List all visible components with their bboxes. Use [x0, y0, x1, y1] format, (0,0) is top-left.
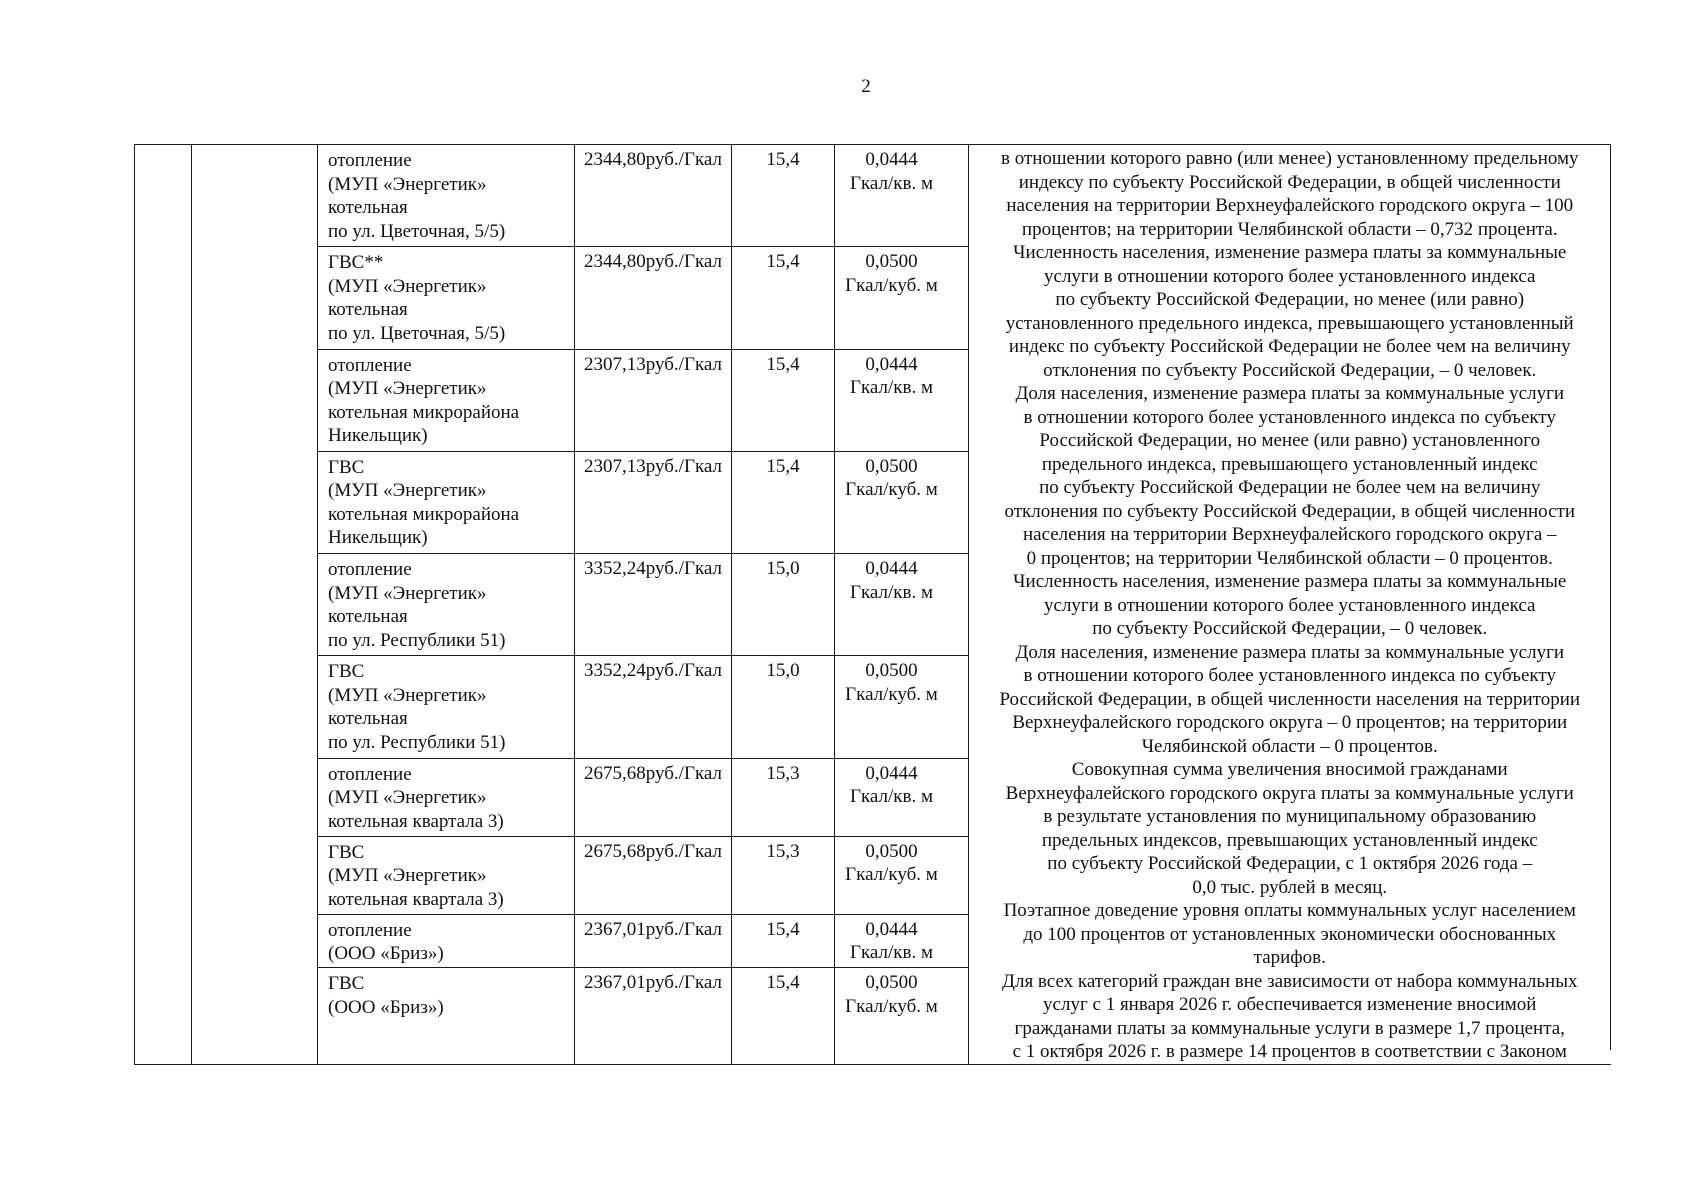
- tariff-cell: [575, 758, 732, 836]
- explanatory-text-line: Поэтапное доведение уровня оплаты коммунальных услуг населением: [1003, 900, 1576, 921]
- explanatory-text-line: в отношении которого равно (или менее) установленному предельному: [1000, 148, 1579, 169]
- norm-value: 0,0444: [865, 353, 918, 375]
- explanatory-text-line: Верхнеуфалейского городского округа платы за коммунальные услуги: [1005, 782, 1574, 804]
- tariff-cell: [575, 247, 732, 349]
- norm-value: 0,0444: [865, 762, 918, 784]
- tariff-unit: руб./Гкал: [645, 251, 722, 273]
- explanatory-text-line: предельных индексов, превышающих установленный индекс: [1041, 829, 1538, 851]
- explanatory-text-cell: [969, 145, 1611, 1065]
- explanatory-text-line: Челябинской области – 0 процентов.: [1141, 735, 1438, 757]
- index-cell: [732, 968, 835, 1064]
- tariff-value: 3352,24: [584, 660, 646, 682]
- tariff-value: 2675,68: [584, 840, 646, 862]
- explanatory-text-line: в отношении которого более установленного индекса по субъекту: [1023, 665, 1556, 686]
- norm-cell: [835, 968, 969, 1064]
- norm-cell: [835, 836, 969, 914]
- norm-unit: Гкал/кв. м: [849, 377, 933, 399]
- explanatory-text-line: услуг с 1 января 2026 г. обеспечивается изменение вносимой: [1043, 994, 1537, 1015]
- explanatory-text-line: услуги в отношении которого более установленного индекса: [1044, 594, 1536, 616]
- norm-cell: [835, 758, 969, 836]
- norm-unit: Гкал/куб. м: [845, 864, 938, 886]
- tariff-value: 2344,80: [584, 251, 646, 273]
- service-description-line: котельная микрорайона: [328, 503, 520, 525]
- service-description-line: (ООО «Бриз»): [328, 943, 444, 965]
- norm-cell: [835, 656, 969, 758]
- index-cell: [732, 349, 835, 451]
- index-value: 15,4: [766, 972, 800, 994]
- norm-value: 0,0444: [865, 558, 918, 580]
- explanatory-text-line: индексу по субъекту Российской Федерации, в общей численности: [1018, 171, 1561, 193]
- explanatory-text-line: Численность населения, изменение размера платы за коммунальные: [1013, 242, 1567, 263]
- tariff-value: 2344,80: [584, 149, 646, 170]
- index-value: 15,0: [766, 558, 800, 580]
- explanatory-text-line: населения на территории Верхнеуфалейского городского округа – 100: [1006, 195, 1574, 216]
- norm-cell: [835, 349, 969, 451]
- explanatory-text-line: тарифов.: [1253, 947, 1326, 968]
- service-description-line: ГВС**: [328, 252, 384, 274]
- explanatory-text-line: предельного индекса, превышающего установленный индекс: [1041, 453, 1538, 475]
- tariff-value: 2307,13: [584, 353, 646, 375]
- index-cell: [732, 451, 835, 553]
- tariff-cell: [575, 836, 732, 914]
- tariff-unit: руб./Гкал: [645, 972, 722, 994]
- norm-unit: Гкал/куб. м: [845, 995, 938, 1017]
- service-description-line: котельная: [328, 299, 408, 321]
- service-description-line: котельная квартала 3): [328, 810, 504, 832]
- index-cell: [732, 758, 835, 836]
- service-description-cell: [318, 758, 575, 836]
- tariff-cell: [575, 968, 732, 1064]
- explanatory-text-line: до 100 процентов от установленных экономически обоснованных: [1023, 923, 1557, 945]
- explanatory-text-line: 0 процентов; на территории Челябинской области – 0 процентов.: [1026, 547, 1553, 569]
- index-value: 15,4: [766, 455, 800, 477]
- service-description-line: по ул. Республики 51): [328, 629, 506, 651]
- service-description-cell: [318, 451, 575, 553]
- service-description-line: (ООО «Бриз»): [328, 996, 444, 1018]
- service-description-line: отопление: [328, 763, 412, 785]
- norm-unit: Гкал/кв. м: [849, 581, 933, 603]
- explanatory-text-line: Российской Федерации, но менее (или равно) установленного: [1039, 430, 1541, 451]
- table-row: [135, 145, 1611, 247]
- tariff-unit: руб./Гкал: [645, 762, 722, 784]
- service-description-line: ГВС: [328, 841, 365, 863]
- norm-value: 0,0444: [865, 918, 918, 940]
- service-description-line: Никельщик): [328, 527, 428, 549]
- tariff-unit: руб./Гкал: [645, 149, 722, 170]
- norm-unit: Гкал/кв. м: [849, 786, 933, 808]
- service-description-line: котельная микрорайона: [328, 401, 520, 423]
- tariff-value: 2675,68: [584, 762, 646, 784]
- index-cell: [732, 914, 835, 968]
- service-description-line: отопление: [328, 559, 412, 581]
- service-description-line: ГВС: [328, 661, 365, 683]
- explanatory-text-line: гражданами платы за коммунальные услуги в размере 1,7 процента,: [1014, 1017, 1565, 1039]
- norm-cell: [835, 451, 969, 553]
- norm-value: 0,0500: [865, 660, 918, 682]
- index-value: 15,4: [766, 251, 800, 273]
- tariff-cell: [575, 145, 732, 247]
- service-description-line: по ул. Цветочная, 5/5): [328, 322, 506, 344]
- tariff-unit: руб./Гкал: [645, 353, 722, 375]
- service-description-line: Никельщик): [328, 425, 428, 447]
- explanatory-text-line: Российской Федерации, в общей численности населения на территории: [999, 688, 1581, 710]
- service-description-line: (МУП «Энергетик»: [328, 173, 487, 195]
- index-value: 15,4: [766, 149, 800, 170]
- service-description-line: отопление: [328, 150, 412, 171]
- tariff-cell: [575, 451, 732, 553]
- service-description-line: ГВС: [328, 973, 365, 995]
- explanatory-text-line: процентов; на территории Челябинской области – 0,732 процента.: [1021, 218, 1558, 240]
- service-description-line: (МУП «Энергетик»: [328, 684, 487, 706]
- norm-unit: Гкал/куб. м: [845, 683, 938, 705]
- norm-unit: Гкал/кв. м: [849, 172, 933, 194]
- service-description-cell: [318, 968, 575, 1064]
- explanatory-text-line: населения на территории Верхнеуфалейского городского округа –: [1022, 524, 1557, 545]
- service-description-line: по ул. Цветочная, 5/5): [328, 220, 506, 242]
- norm-value: 0,0500: [865, 972, 918, 994]
- tariff-value: 2307,13: [584, 455, 646, 477]
- explanatory-text-line: по субъекту Российской Федерации, с 1 октября 2026 года –: [1047, 853, 1533, 874]
- explanatory-text-line: в отношении которого более установленного индекса по субъекту: [1023, 406, 1556, 428]
- index-value: 15,3: [766, 840, 800, 862]
- service-description-cell: [318, 554, 575, 656]
- service-description-cell: [318, 145, 575, 247]
- norm-unit: Гкал/куб. м: [845, 274, 938, 296]
- service-description-cell: [318, 656, 575, 758]
- index-cell: [732, 145, 835, 247]
- index-value: 15,3: [766, 762, 800, 784]
- service-description-line: (МУП «Энергетик»: [328, 865, 487, 887]
- norm-unit: Гкал/куб. м: [845, 479, 938, 501]
- explanatory-text-line: Совокупная сумма увеличения вносимой гражданами: [1071, 759, 1508, 780]
- tariff-value: 2367,01: [584, 918, 646, 940]
- service-description-line: (МУП «Энергетик»: [328, 378, 487, 400]
- norm-value: 0,0500: [865, 251, 918, 273]
- service-description-cell: [318, 349, 575, 451]
- blank-column-cell: [192, 145, 318, 1065]
- explanatory-text-line: отклонения по субъекту Российской Федерации, в общей численности: [1004, 500, 1576, 522]
- norm-value: 0,0500: [865, 840, 918, 862]
- norm-value: 0,0444: [865, 149, 918, 170]
- tariff-cell: [575, 656, 732, 758]
- service-description-line: по ул. Республики 51): [328, 731, 506, 753]
- service-description-cell: [318, 914, 575, 968]
- tariff-unit: руб./Гкал: [645, 840, 722, 862]
- service-description-cell: [318, 836, 575, 914]
- explanatory-text-line: услуги в отношении которого более установленного индекса: [1044, 265, 1536, 287]
- index-value: 15,4: [766, 918, 800, 940]
- service-description-cell: [318, 247, 575, 349]
- index-value: 15,0: [766, 660, 800, 682]
- explanatory-text-line: по субъекту Российской Федерации, но менее (или равно): [1055, 289, 1525, 310]
- index-value: 15,4: [766, 353, 800, 375]
- explanatory-text-line: по субъекту Российской Федерации не более чем на величину: [1039, 477, 1541, 498]
- tariff-unit: руб./Гкал: [645, 455, 722, 477]
- service-description-line: (МУП «Энергетик»: [328, 480, 487, 502]
- service-description-line: отопление: [328, 919, 412, 941]
- blank-column-cell: [135, 145, 192, 1065]
- service-description-line: котельная квартала 3): [328, 888, 504, 910]
- tariff-cell: [575, 914, 732, 968]
- service-description-line: (МУП «Энергетик»: [328, 582, 487, 604]
- norm-cell: [835, 247, 969, 349]
- explanatory-text-line: установленного предельного индекса, превышающего установленный: [1005, 312, 1574, 334]
- tariff-unit: руб./Гкал: [645, 558, 722, 580]
- tariff-unit: руб./Гкал: [645, 918, 722, 940]
- service-description-line: (МУП «Энергетик»: [328, 275, 487, 297]
- tariff-cell: [575, 554, 732, 656]
- explanatory-text-line: 0,0 тыс. рублей в месяц.: [1192, 876, 1388, 898]
- norm-cell: [835, 914, 969, 968]
- tariff-cell: [575, 349, 732, 451]
- index-cell: [732, 247, 835, 349]
- index-cell: [732, 836, 835, 914]
- tariff-value: 3352,24: [584, 558, 646, 580]
- explanatory-text-line: Численность населения, изменение размера платы за коммунальные: [1013, 571, 1567, 592]
- explanatory-text-line: Доля населения, изменение размера платы за коммунальные услуги: [1015, 383, 1565, 404]
- index-cell: [732, 656, 835, 758]
- service-description-line: (МУП «Энергетик»: [328, 787, 487, 809]
- explanatory-text-line: по субъекту Российской Федерации, – 0 человек.: [1092, 618, 1488, 639]
- table-right-border: [1610, 144, 1612, 1050]
- service-description-line: отопление: [328, 354, 412, 376]
- tariff-value: 2367,01: [584, 972, 646, 994]
- tariff-table: [134, 144, 1611, 1065]
- explanatory-text-line: Доля населения, изменение размера платы за коммунальные услуги: [1015, 641, 1565, 663]
- explanatory-text-line: Верхнеуфалейского городского округа – 0 процентов; на территории: [1012, 712, 1568, 733]
- norm-unit: Гкал/кв. м: [849, 942, 933, 964]
- explanatory-text-line: с 1 октября 2026 г. в размере 14 процентов в соответствии с Законом: [1012, 1041, 1567, 1062]
- tariff-unit: руб./Гкал: [645, 660, 722, 682]
- page-number: 2: [861, 76, 871, 97]
- explanatory-text-line: в результате установления по муниципальному образованию: [1043, 806, 1537, 827]
- service-description-line: котельная: [328, 606, 408, 628]
- service-description-line: ГВС: [328, 456, 365, 478]
- norm-value: 0,0500: [865, 455, 918, 477]
- service-description-line: котельная: [328, 708, 408, 730]
- explanatory-text-line: индекс по субъекту Российской Федерации не более чем на величину: [1008, 336, 1571, 357]
- explanatory-text-line: отклонения по субъекту Российской Федерации, – 0 человек.: [1043, 359, 1537, 381]
- service-description-line: котельная: [328, 197, 408, 218]
- index-cell: [732, 554, 835, 656]
- norm-cell: [835, 145, 969, 247]
- norm-cell: [835, 554, 969, 656]
- explanatory-text-line: Для всех категорий граждан вне зависимости от набора коммунальных: [1002, 970, 1578, 992]
